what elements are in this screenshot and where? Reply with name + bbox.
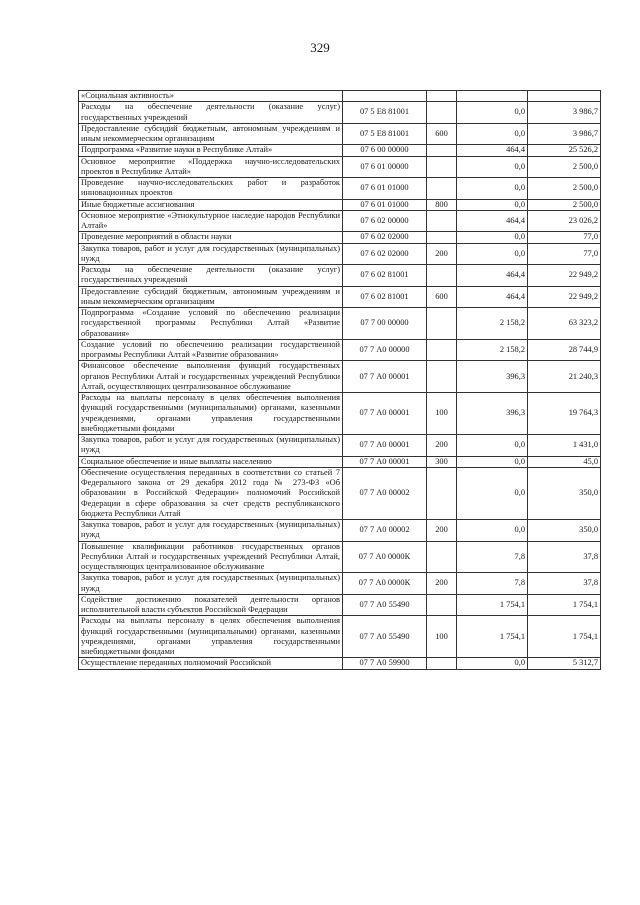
row-name-cell: Закупка товаров, работ и услуг для государственных (муниципальных) нужд: [79, 573, 343, 595]
row-amount-2-cell: 1 754,1: [528, 594, 601, 616]
row-name-cell: Подпрограмма «Создание условий по обеспечению реализации государственной программы Республики Алтай «Развитие образования»: [79, 308, 343, 340]
row-name-cell: Финансовое обеспечение выполнения функций государственных органов Республики Алтай и государственных учреждений Республики Алтай, осуществляющих централизованное обслуживание: [79, 361, 343, 393]
row-code-cell: 07 5 E8 81001: [343, 123, 427, 145]
row-amount-1-cell: 2 158,2: [457, 339, 528, 361]
table-row: [79, 265, 601, 287]
table-row: [79, 232, 601, 243]
row-amount-2-cell: 22 949,2: [528, 286, 601, 308]
row-amount-2-cell: 77,0: [528, 243, 601, 265]
row-name-cell: Социальное обеспечение и иные выплаты населению: [79, 456, 343, 467]
row-amount-2-cell: 77,0: [528, 232, 601, 243]
row-amount-2-cell: 19 764,3: [528, 393, 601, 435]
table-row: [79, 243, 601, 265]
table-row: [79, 393, 601, 435]
row-amount-1-cell: 0,0: [457, 467, 528, 519]
budget-table-body: [79, 91, 601, 670]
row-amount-2-cell: 22 949,2: [528, 265, 601, 287]
row-expense-type-cell: [427, 145, 457, 156]
row-amount-2-cell: 23 026,2: [528, 210, 601, 232]
table-row: [79, 210, 601, 232]
row-expense-type-cell: [427, 308, 457, 340]
row-name-cell: Расходы на выплаты персоналу в целях обеспечения выполнения функций государственными (муниципальными) органами, казенными учреждениями, органами управления государственными внебюджетными фондами: [79, 616, 343, 658]
row-amount-2-cell: 3 986,7: [528, 123, 601, 145]
row-name-cell: Расходы на обеспечение деятельности (оказание услуг) государственных учреждений: [79, 265, 343, 287]
row-amount-1-cell: 0,0: [457, 435, 528, 457]
row-code-cell: 07 7 А0 55490: [343, 594, 427, 616]
row-name-cell: Предоставление субсидий бюджетным, автономным учреждениям и иным некоммерческим организациям: [79, 286, 343, 308]
row-expense-type-cell: 600: [427, 123, 457, 145]
row-amount-1-cell: 0,0: [457, 456, 528, 467]
row-code-cell: 07 6 01 00000: [343, 156, 427, 178]
row-amount-1-cell: 2 158,2: [457, 308, 528, 340]
row-amount-1-cell: [457, 91, 528, 102]
row-amount-2-cell: 5 312,7: [528, 658, 601, 669]
row-code-cell: 07 7 А0 00000: [343, 339, 427, 361]
row-expense-type-cell: 600: [427, 286, 457, 308]
row-amount-1-cell: 396,3: [457, 393, 528, 435]
row-amount-2-cell: 2 500,0: [528, 199, 601, 210]
row-code-cell: [343, 91, 427, 102]
row-name-cell: Обеспечение осуществления переданных в соответствии со статьей 7 Федерального закона от 29 декабря 2012 года № 273-ФЗ «Об образовании в Российской Федерации» полномочий Российской Федерации в сфере образования за счет средств республиканского бюджета Республики Алтай: [79, 467, 343, 519]
row-name-cell: Создание условий по обеспечению реализации государственной программы Республики Алтай «Развитие образования»: [79, 339, 343, 361]
row-code-cell: 07 6 01 01000: [343, 178, 427, 200]
row-name-cell: Осуществление переданных полномочий Российской: [79, 658, 343, 669]
row-expense-type-cell: 200: [427, 243, 457, 265]
row-code-cell: 07 6 02 00000: [343, 210, 427, 232]
row-amount-1-cell: 464,4: [457, 210, 528, 232]
row-expense-type-cell: [427, 102, 457, 124]
row-name-cell: Закупка товаров, работ и услуг для государственных (муниципальных) нужд: [79, 435, 343, 457]
row-amount-2-cell: 3 986,7: [528, 102, 601, 124]
row-expense-type-cell: [427, 467, 457, 519]
row-code-cell: 07 6 02 81001: [343, 286, 427, 308]
row-name-cell: Проведение научно-исследовательских работ и разработок инновационных проектов: [79, 178, 343, 200]
table-row: [79, 594, 601, 616]
row-expense-type-cell: 200: [427, 520, 457, 542]
table-row: [79, 308, 601, 340]
row-name-cell: Иные бюджетные ассигнования: [79, 199, 343, 210]
row-code-cell: 07 7 А0 55490: [343, 616, 427, 658]
row-name-cell: Закупка товаров, работ и услуг для государственных (муниципальных) нужд: [79, 520, 343, 542]
row-amount-1-cell: 0,0: [457, 102, 528, 124]
row-amount-1-cell: 1 754,1: [457, 616, 528, 658]
row-name-cell: Содействие достижению показателей деятельности органов исполнительной власти субъектов Российской Федерации: [79, 594, 343, 616]
row-amount-2-cell: 25 526,2: [528, 145, 601, 156]
table-row: [79, 541, 601, 573]
table-row: [79, 467, 601, 519]
row-name-cell: «Социальная активность»: [79, 91, 343, 102]
row-name-cell: Проведение мероприятий в области науки: [79, 232, 343, 243]
row-name-cell: Основное мероприятие «Этнокультурное наследие народов Республики Алтай»: [79, 210, 343, 232]
row-expense-type-cell: 100: [427, 616, 457, 658]
row-expense-type-cell: 100: [427, 393, 457, 435]
row-code-cell: 07 7 А0 00002: [343, 520, 427, 542]
row-name-cell: Закупка товаров, работ и услуг для государственных (муниципальных) нужд: [79, 243, 343, 265]
row-amount-2-cell: 28 744,9: [528, 339, 601, 361]
row-amount-1-cell: 0,0: [457, 123, 528, 145]
table-row: [79, 616, 601, 658]
row-expense-type-cell: 800: [427, 199, 457, 210]
row-amount-2-cell: [528, 91, 601, 102]
table-row: [79, 361, 601, 393]
row-code-cell: 07 7 А0 59900: [343, 658, 427, 669]
table-row: [79, 658, 601, 669]
row-expense-type-cell: [427, 265, 457, 287]
row-amount-1-cell: 0,0: [457, 243, 528, 265]
row-amount-1-cell: 464,4: [457, 145, 528, 156]
row-amount-1-cell: 464,4: [457, 265, 528, 287]
row-amount-2-cell: 2 500,0: [528, 156, 601, 178]
row-expense-type-cell: [427, 658, 457, 669]
row-code-cell: 07 5 E8 81001: [343, 102, 427, 124]
row-code-cell: 07 7 00 00000: [343, 308, 427, 340]
row-name-cell: Расходы на обеспечение деятельности (оказание услуг) государственных учреждений: [79, 102, 343, 124]
row-amount-2-cell: 21 240,3: [528, 361, 601, 393]
row-expense-type-cell: [427, 210, 457, 232]
table-row: [79, 178, 601, 200]
row-amount-2-cell: 1 431,0: [528, 435, 601, 457]
row-amount-2-cell: 63 323,2: [528, 308, 601, 340]
row-expense-type-cell: [427, 339, 457, 361]
row-amount-1-cell: 464,4: [457, 286, 528, 308]
row-name-cell: Предоставление субсидий бюджетным, автономным учреждениям и иным некоммерческим организациям: [79, 123, 343, 145]
row-amount-2-cell: 350,0: [528, 467, 601, 519]
row-amount-2-cell: 45,0: [528, 456, 601, 467]
row-expense-type-cell: [427, 361, 457, 393]
row-expense-type-cell: [427, 232, 457, 243]
row-code-cell: 07 7 А0 0000К: [343, 541, 427, 573]
row-code-cell: 07 6 02 81001: [343, 265, 427, 287]
row-amount-1-cell: 0,0: [457, 232, 528, 243]
row-name-cell: Расходы на выплаты персоналу в целях обеспечения выполнения функций государственными (муниципальными) органами, казенными учреждениями, органами управления государственными внебюджетными фондами: [79, 393, 343, 435]
row-amount-2-cell: 37,8: [528, 573, 601, 595]
row-amount-2-cell: 2 500,0: [528, 178, 601, 200]
row-expense-type-cell: 200: [427, 435, 457, 457]
table-row: [79, 102, 601, 124]
row-expense-type-cell: 200: [427, 573, 457, 595]
row-amount-1-cell: 7,8: [457, 573, 528, 595]
table-row: [79, 156, 601, 178]
row-expense-type-cell: [427, 156, 457, 178]
row-amount-2-cell: 1 754,1: [528, 616, 601, 658]
table-row: [79, 145, 601, 156]
row-amount-1-cell: 396,3: [457, 361, 528, 393]
table-row: [79, 339, 601, 361]
row-code-cell: 07 6 01 01000: [343, 199, 427, 210]
table-row: [79, 456, 601, 467]
page-number: 329: [310, 40, 330, 55]
row-code-cell: 07 7 А0 00001: [343, 456, 427, 467]
row-amount-1-cell: 1 754,1: [457, 594, 528, 616]
row-amount-1-cell: 7,8: [457, 541, 528, 573]
row-code-cell: 07 7 А0 00002: [343, 467, 427, 519]
row-code-cell: 07 7 А0 00001: [343, 361, 427, 393]
row-code-cell: 07 6 00 00000: [343, 145, 427, 156]
row-amount-2-cell: 37,8: [528, 541, 601, 573]
table-row: [79, 91, 601, 102]
table-row: [79, 199, 601, 210]
row-code-cell: 07 6 02 02000: [343, 232, 427, 243]
row-name-cell: Повышение квалификации работников государственных органов Республики Алтай и государственных учреждений Республики Алтай, осуществляющих централизованное обслуживание: [79, 541, 343, 573]
table-row: [79, 520, 601, 542]
row-expense-type-cell: [427, 541, 457, 573]
row-amount-1-cell: 0,0: [457, 156, 528, 178]
row-expense-type-cell: [427, 178, 457, 200]
row-amount-2-cell: 350,0: [528, 520, 601, 542]
budget-table: [78, 90, 601, 670]
row-name-cell: Основное мероприятие «Поддержка научно-исследовательских проектов в Республике Алтай»: [79, 156, 343, 178]
row-amount-1-cell: 0,0: [457, 520, 528, 542]
row-code-cell: 07 7 А0 0000К: [343, 573, 427, 595]
row-amount-1-cell: 0,0: [457, 199, 528, 210]
table-row: [79, 435, 601, 457]
row-name-cell: Подпрограмма «Развитие науки в Республике Алтай»: [79, 145, 343, 156]
row-code-cell: 07 7 А0 00001: [343, 435, 427, 457]
row-amount-1-cell: 0,0: [457, 658, 528, 669]
row-code-cell: 07 6 02 02000: [343, 243, 427, 265]
row-expense-type-cell: [427, 91, 457, 102]
row-expense-type-cell: 300: [427, 456, 457, 467]
row-code-cell: 07 7 А0 00001: [343, 393, 427, 435]
row-expense-type-cell: [427, 594, 457, 616]
table-row: [79, 573, 601, 595]
table-row: [79, 123, 601, 145]
table-row: [79, 286, 601, 308]
row-amount-1-cell: 0,0: [457, 178, 528, 200]
